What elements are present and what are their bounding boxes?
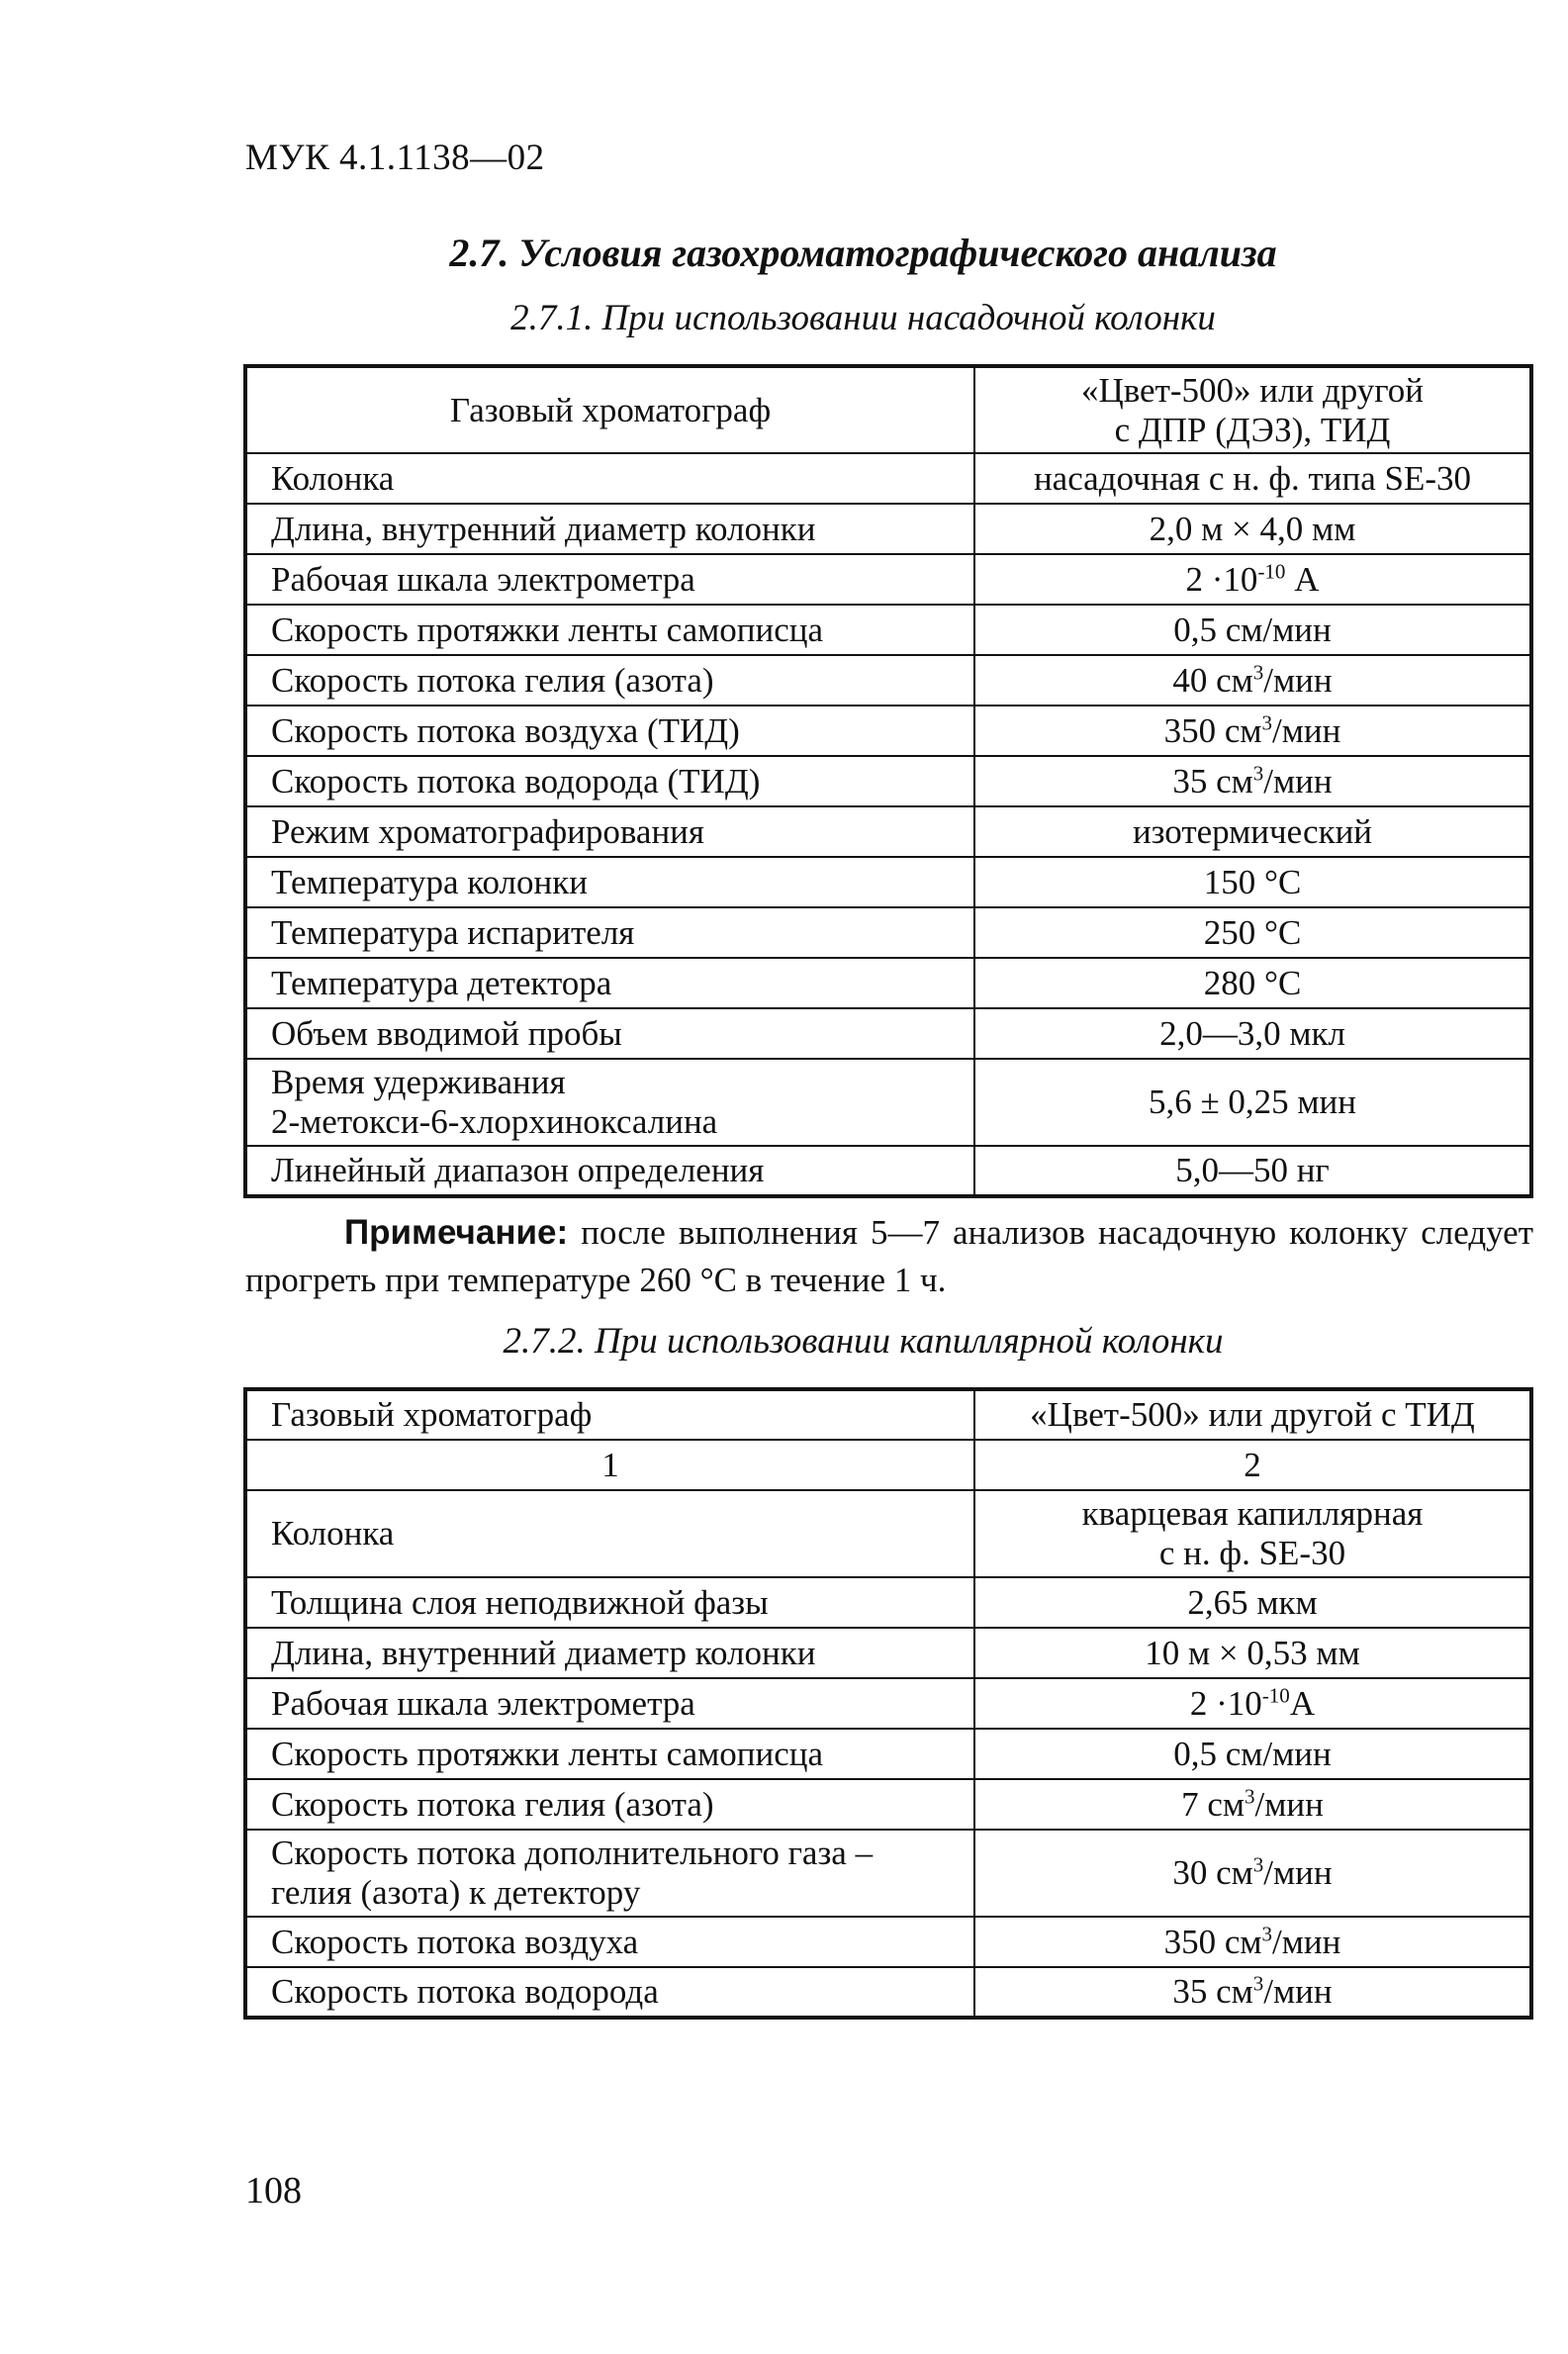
- value-exponent: -10: [1257, 558, 1286, 583]
- note-text: после выполнения 5—7 анализов насадочную колонку следует прогреть при температуре 260 °C в течение 1 ч.: [245, 1213, 1533, 1299]
- table-row: [245, 1577, 1531, 1628]
- table-header-row: [245, 366, 1531, 453]
- row-label: [245, 1830, 974, 1917]
- row-value: 280 °C: [974, 958, 1531, 1008]
- row-label: Длина, внутренний диаметр колонки: [245, 1628, 974, 1678]
- table-row: [245, 453, 1531, 504]
- row-label: Температура испарителя: [245, 907, 974, 958]
- value-main: 35 см: [1172, 761, 1253, 800]
- row-value-line1: кварцевая капиллярная: [1081, 1494, 1424, 1533]
- row-label: Объем вводимой пробы: [245, 1008, 974, 1059]
- table-header-row: [245, 1389, 1531, 1440]
- table-row: [245, 706, 1531, 756]
- value-exponent: 3: [1261, 1921, 1273, 1945]
- value-main: 2 ·10: [1189, 1683, 1262, 1723]
- row-value: 2,65 мкм: [974, 1577, 1531, 1628]
- row-label-line1: Скорость потока дополнительного газа –: [271, 1834, 874, 1872]
- column-number-row: [245, 1440, 1531, 1490]
- row-label: Скорость потока гелия (азота): [245, 655, 974, 706]
- value-exponent: 3: [1261, 709, 1273, 734]
- table-row: [245, 1678, 1531, 1729]
- value-unit: /мин: [1263, 1972, 1333, 2011]
- value-unit: /мин: [1263, 660, 1333, 700]
- row-label: [245, 1059, 974, 1146]
- column-number-1: 1: [245, 1440, 974, 1490]
- packed-column-table: [243, 364, 1533, 1198]
- value-exponent: 3: [1252, 659, 1264, 684]
- value-main: 40 см: [1172, 660, 1253, 700]
- value-unit: /мин: [1263, 761, 1333, 800]
- value-unit: /мин: [1272, 710, 1341, 750]
- row-value: 250 °C: [974, 907, 1531, 958]
- row-label: Скорость потока гелия (азота): [245, 1779, 974, 1830]
- header-model-line1: «Цвет-500» или другой: [1080, 370, 1425, 410]
- row-value: [974, 1779, 1531, 1830]
- row-value: [974, 1678, 1531, 1729]
- row-value: [974, 756, 1531, 806]
- table-row: [245, 1008, 1531, 1059]
- value-exponent: 3: [1252, 760, 1264, 785]
- row-label-line1: Время удерживания: [271, 1063, 566, 1101]
- table-row: [245, 655, 1531, 706]
- row-value: 2,0—3,0 мкл: [974, 1008, 1531, 1059]
- column-number-2: 2: [974, 1440, 1531, 1490]
- row-label: Скорость потока воздуха: [245, 1917, 974, 1967]
- section-title: 2.7. Условия газохроматографического анализа: [449, 231, 1277, 275]
- row-value: 10 м × 0,53 мм: [974, 1628, 1531, 1678]
- note-label: Примечание:: [344, 1213, 569, 1252]
- row-label: Скорость потока водорода (ТИД): [245, 756, 974, 806]
- value-unit: /мин: [1254, 1784, 1324, 1824]
- row-label: Скорость протяжки ленты самописца: [245, 605, 974, 655]
- value-unit: /мин: [1263, 1853, 1333, 1892]
- row-value: 2,0 м × 4,0 мм: [974, 504, 1531, 554]
- value-unit: А: [1285, 559, 1320, 599]
- subsection-title-2: 2.7.2. При использовании капиллярной колонки: [503, 1321, 1224, 1362]
- row-label-line2: 2-метокси-6-хлорхиноксалина: [271, 1102, 718, 1141]
- table-row: [245, 806, 1531, 857]
- row-value: 0,5 см/мин: [974, 1729, 1531, 1779]
- row-value: [974, 1490, 1531, 1577]
- value-main: 350 см: [1163, 710, 1262, 750]
- value-main: 7 см: [1181, 1784, 1245, 1824]
- value-exponent: 3: [1252, 1852, 1264, 1877]
- value-main: 350 см: [1163, 1922, 1262, 1961]
- row-label: Колонка: [245, 1490, 974, 1577]
- header-cell-instrument: Газовый хроматограф: [245, 366, 974, 453]
- row-value: [974, 655, 1531, 706]
- table-row: [245, 1967, 1531, 2018]
- row-value-line2: с н. ф. SE-30: [1158, 1534, 1346, 1572]
- table-row: [245, 1729, 1531, 1779]
- capillary-column-table: [243, 1387, 1533, 2020]
- header-model-line2: с ДПР (ДЭЗ), ТИД: [1114, 410, 1391, 449]
- row-value: [974, 554, 1531, 605]
- row-value: 0,5 см/мин: [974, 605, 1531, 655]
- row-value: [974, 1830, 1531, 1917]
- row-value: 150 °C: [974, 857, 1531, 907]
- value-main: 30 см: [1172, 1853, 1253, 1892]
- table-row: [245, 958, 1531, 1008]
- table-row: [245, 1490, 1531, 1577]
- table-row: [245, 1830, 1531, 1917]
- document-code: МУК 4.1.1138—02: [245, 138, 545, 178]
- row-label: Температура детектора: [245, 958, 974, 1008]
- value-main: 2 ·10: [1185, 559, 1258, 599]
- value-unit: /мин: [1272, 1922, 1341, 1961]
- table-row: [245, 1917, 1531, 1967]
- row-label: Режим хроматографирования: [245, 806, 974, 857]
- row-value: 5,6 ± 0,25 мин: [974, 1059, 1531, 1146]
- row-value: 5,0—50 нг: [974, 1146, 1531, 1196]
- header-cell-model: [974, 366, 1531, 453]
- row-label: Скорость потока водорода: [245, 1967, 974, 2018]
- row-value: [974, 1967, 1531, 2018]
- table-row: [245, 1779, 1531, 1830]
- row-value: [974, 706, 1531, 756]
- row-value: изотермический: [974, 806, 1531, 857]
- value-exponent: 3: [1245, 1783, 1255, 1808]
- table-row: [245, 907, 1531, 958]
- row-label: Температура колонки: [245, 857, 974, 907]
- row-value: [974, 1917, 1531, 1967]
- subsection-title-1: 2.7.1. При использовании насадочной колонки: [510, 298, 1216, 338]
- table-row: [245, 857, 1531, 907]
- row-label-line2: гелия (азота) к детектору: [271, 1873, 641, 1912]
- table-row: [245, 1059, 1531, 1146]
- row-value: насадочная с н. ф. типа SE-30: [974, 453, 1531, 504]
- value-exponent: -10: [1261, 1682, 1290, 1707]
- page-number: 108: [245, 2170, 302, 2212]
- table-row: [245, 1628, 1531, 1678]
- row-label: Линейный диапазон определения: [245, 1146, 974, 1196]
- table-row: [245, 504, 1531, 554]
- row-label: Колонка: [245, 453, 974, 504]
- table-row: [245, 756, 1531, 806]
- table-note: [245, 1209, 1533, 1304]
- row-label: Рабочая шкала электрометра: [245, 1678, 974, 1729]
- row-label: Толщина слоя неподвижной фазы: [245, 1577, 974, 1628]
- table-row: [245, 554, 1531, 605]
- header-cell-instrument: Газовый хроматограф: [245, 1389, 974, 1440]
- row-label: Длина, внутренний диаметр колонки: [245, 504, 974, 554]
- value-exponent: 3: [1252, 1971, 1264, 1996]
- table-row: [245, 1146, 1531, 1196]
- value-unit: А: [1289, 1683, 1316, 1723]
- value-main: 35 см: [1172, 1972, 1253, 2011]
- table-row: [245, 605, 1531, 655]
- header-cell-model: «Цвет-500» или другой с ТИД: [974, 1389, 1531, 1440]
- row-label: Скорость протяжки ленты самописца: [245, 1729, 974, 1779]
- row-label: Рабочая шкала электрометра: [245, 554, 974, 605]
- row-label: Скорость потока воздуха (ТИД): [245, 706, 974, 756]
